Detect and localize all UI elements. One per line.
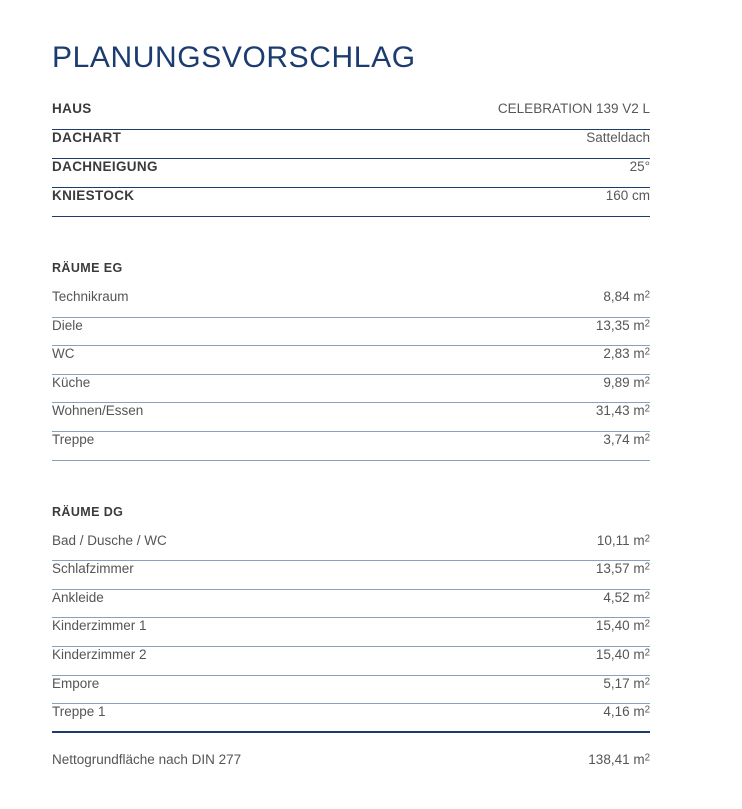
room-row: [52, 289, 650, 318]
room-row-label: Diele: [52, 317, 83, 333]
room-section: [52, 261, 650, 461]
room-row-label: Technikraum: [52, 289, 129, 304]
room-row-area: 13,57 $m^2$: [595, 561, 650, 577]
room-row-label: Kinderzimmer 2: [52, 646, 147, 662]
room-row: [52, 403, 650, 432]
spec-row-label: HAUS: [52, 101, 92, 116]
room-row-label: Küche: [52, 374, 91, 390]
net-floor-area-total-row: [52, 733, 650, 769]
spec-row: [52, 101, 650, 130]
room-row: [52, 590, 650, 619]
room-row-area: 2,83 $m^2$: [603, 346, 650, 362]
room-row: [52, 561, 650, 590]
house-specification-table: [52, 101, 650, 217]
room-row-label: Ankleide: [52, 589, 104, 605]
room-row-area: 5,17 $m^2$: [603, 675, 650, 691]
net-floor-area-value: 138,41 $m^2$: [588, 751, 650, 767]
room-row-area: 3,74 $m^2$: [603, 431, 650, 447]
room-row-label: Treppe: [52, 431, 95, 447]
room-row-label: Wohnen/Essen: [52, 403, 144, 419]
room-row: [52, 318, 650, 347]
room-section-heading: RÄUME DG: [52, 504, 124, 519]
spec-row: [52, 130, 650, 159]
spec-row-value: Satteldach: [586, 130, 650, 145]
room-row-area: 4,16 $m^2$: [603, 704, 650, 720]
room-section: [52, 505, 650, 733]
room-row: [52, 647, 650, 676]
room-row-area: 9,89 $m^2$: [603, 374, 650, 390]
room-sections-container: [52, 261, 650, 733]
spec-row-label: KNIESTOCK: [52, 188, 135, 203]
room-row: [52, 704, 650, 733]
room-row-area: 4,52 $m^2$: [603, 589, 650, 605]
room-section-heading: RÄUME EG: [52, 261, 123, 275]
net-floor-area-label: Nettogrundfläche nach DIN 277: [52, 751, 242, 767]
room-row-label: Schlafzimmer: [52, 561, 134, 577]
spec-row-value: 25°: [629, 159, 650, 174]
room-row-area: 31,43 $m^2$: [595, 403, 650, 419]
room-row-area: 15,40 $m^2$: [595, 618, 650, 634]
spec-row-value: 160 cm: [605, 188, 650, 203]
room-row-label: Treppe 1: [52, 704, 106, 720]
spec-row-label: DACHNEIGUNG: [52, 159, 158, 174]
room-row: [52, 533, 650, 562]
room-row: [52, 375, 650, 404]
room-row-area: 8,84 $m^2$: [603, 289, 650, 304]
room-row: [52, 676, 650, 705]
room-row: [52, 346, 650, 375]
spec-row: [52, 188, 650, 217]
room-row-label: WC: [52, 346, 75, 362]
room-row-label: Kinderzimmer 1: [52, 618, 147, 634]
room-row-label: Bad / Dusche / WC: [52, 532, 167, 548]
room-row-area: 15,40 $m^2$: [595, 646, 650, 662]
spec-row-label: DACHART: [52, 130, 122, 145]
room-row: [52, 618, 650, 647]
room-row-area: 13,35 $m^2$: [595, 317, 650, 333]
spec-row-value: CELEBRATION 139 V2 L: [497, 101, 650, 116]
page-title: PLANUNGSVORSCHLAG: [52, 41, 416, 74]
spec-row: [52, 159, 650, 188]
room-row-label: Empore: [52, 675, 100, 691]
room-row: [52, 432, 650, 461]
room-row-area: 10,11 $m^2$: [596, 532, 650, 548]
